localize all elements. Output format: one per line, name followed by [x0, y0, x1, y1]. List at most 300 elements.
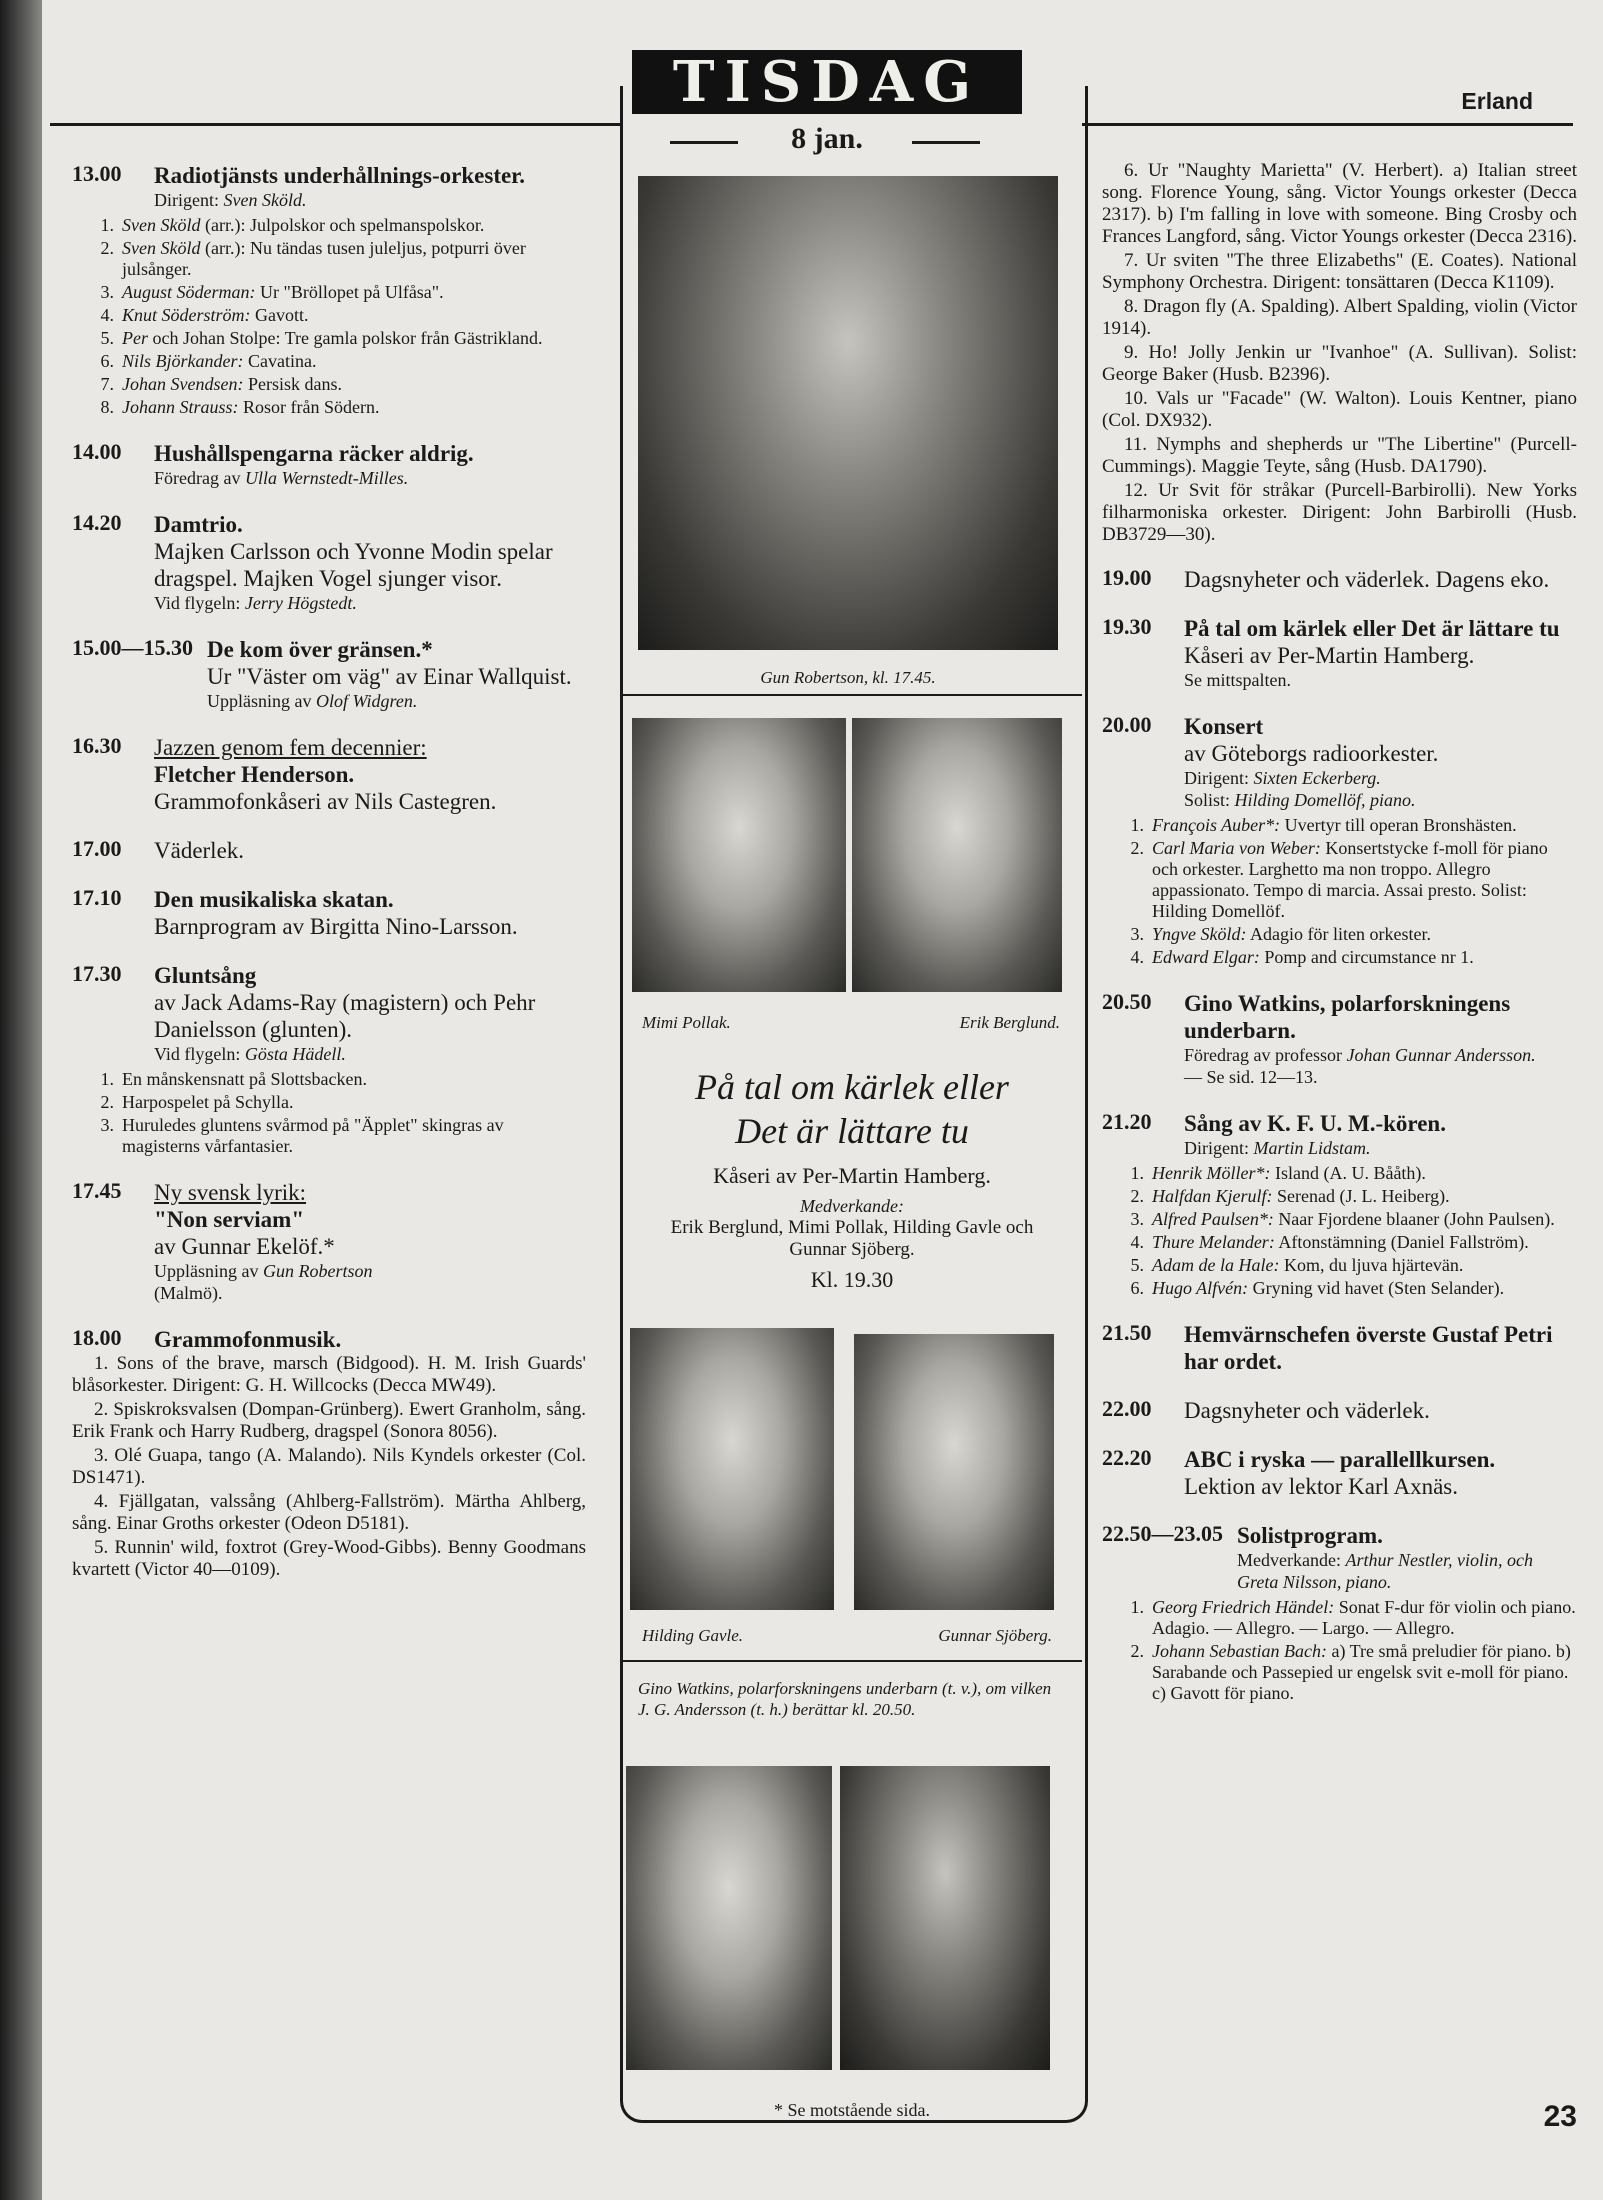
entry-title: Solistprogram. [1237, 1523, 1383, 1548]
item-work: Pomp and circumstance nr 1. [1259, 947, 1474, 967]
record-listing: 4. Fjällgatan, valssång (Ahlberg-Fallström). Märtha Ahlberg, sång. Einar Groths orkester (Odeon D5181). [72, 1491, 586, 1534]
program-item [1102, 1186, 1577, 1207]
entry-row [1102, 713, 1577, 811]
item-work: a) Tre små preludier för piano. b) Sarabande och Passepied ur engelsk svit e-moll för piano. c) Gavott för piano. [1152, 1641, 1571, 1703]
item-composer: Carl Maria von Weber: [1152, 838, 1321, 858]
entry-subtitle: Ur "Väster om väg" av Einar Wallquist. [207, 664, 572, 689]
record-listing: 6. Ur "Naughty Marietta" (V. Herbert). a) Italian street song. Florence Young, sång. Victor Youngs orkester (Decca 2317). b) I'm falling in love with someone. Bing Crosby och Frances Langford, sång. Victor Youngs orkester (Decca 2316). [1102, 160, 1577, 247]
page-number: 23 [1543, 2100, 1577, 2133]
item-text [122, 282, 444, 303]
credit-label: Dirigent: [1184, 1138, 1254, 1158]
entry-title: Sång av K. F. U. M.-kören. [1184, 1111, 1446, 1136]
program-item [72, 328, 586, 349]
item-composer: Hugo Alfvén: [1152, 1278, 1249, 1298]
caption-hilding-gavle: Hilding Gavle. [642, 1626, 744, 1645]
program-item [1102, 1255, 1577, 1276]
item-composer: Henrik Möller*: [1152, 1163, 1271, 1183]
caption-gun-robertson: Gun Robertson, kl. 17.45. [760, 668, 936, 687]
entry-credit [1184, 1044, 1577, 1066]
author-tag: Erland [1461, 88, 1533, 114]
item-number: 3. [1130, 1209, 1144, 1229]
entry-credit [1184, 1066, 1577, 1088]
promo-time: Kl. 19.30 [810, 1267, 894, 1292]
entry-time: 17.45 [72, 1178, 122, 1203]
entry-title: Radiotjänsts underhållnings-orkester. [154, 163, 526, 188]
credit-label: (Malmö). [154, 1283, 223, 1303]
entry-title: Grammofonmusik. [154, 1327, 342, 1352]
entry-credit [154, 1043, 586, 1065]
record-listing: 12. Ur Svit för stråkar (Purcell-Barbirolli). New Yorks filharmoniska orkester. Dirigent: John Barbirolli (Husb. DB3729—30). [1102, 480, 1577, 545]
entry-title: Gluntsång [154, 963, 257, 988]
center-divider-2 [623, 1660, 1082, 1662]
item-text [1152, 1641, 1577, 1704]
schedule-entry [72, 440, 586, 489]
item-composer: Yngve Sköld: [1152, 924, 1247, 944]
item-text [122, 328, 542, 349]
item-composer: François Auber*: [1152, 815, 1281, 835]
item-composer: Georg Friedrich Händel: [1152, 1597, 1335, 1617]
item-text [122, 1069, 367, 1090]
item-text [122, 1115, 586, 1157]
item-text [1152, 924, 1431, 945]
schedule-entry [72, 511, 586, 614]
item-work: Kom, du ljuva hjärtevän. [1279, 1255, 1464, 1275]
credit-label: Medverkande: [1237, 1550, 1346, 1570]
item-text [122, 374, 342, 395]
entry-subtitle: Dagsnyheter och väderlek. [1184, 1398, 1430, 1423]
footnote: * Se motstående sida. [774, 2100, 930, 2120]
program-item [1102, 1641, 1577, 1704]
spacer [1102, 548, 1577, 566]
item-text [1152, 947, 1474, 968]
schedule-entry [72, 734, 586, 815]
credit-label: Föredrag av professor [1184, 1045, 1347, 1065]
program-item [1102, 1278, 1577, 1299]
item-number: 4. [1130, 1232, 1144, 1252]
program-items [1102, 815, 1577, 968]
item-number: 5. [1130, 1255, 1144, 1275]
program-item [72, 397, 586, 418]
photo-erik-berglund [852, 718, 1062, 992]
entry-time: 16.30 [72, 733, 122, 758]
promo-names: Erik Berglund, Mimi Pollak, Hilding Gavle och Gunnar Sjöberg. [670, 1217, 1034, 1260]
item-number: 1. [1130, 1163, 1144, 1183]
item-number: 2. [100, 238, 114, 258]
entry-title: Den musikaliska skatan. [154, 887, 394, 912]
record-listing: 9. Ho! Jolly Jenkin ur "Ivanhoe" (A. Sullivan). Solist: George Baker (Husb. B2396). [1102, 342, 1577, 385]
magazine-binding [0, 0, 42, 2200]
entry-body [154, 440, 586, 489]
item-work: Rosor från Södern. [238, 397, 380, 417]
entry-row [72, 1326, 586, 1353]
credit-label: Se mittspalten. [1184, 670, 1291, 690]
credit-label: Dirigent: [154, 190, 224, 210]
item-text [122, 215, 484, 236]
entry-time: 21.50 [1102, 1320, 1152, 1345]
item-work: Persisk dans. [243, 374, 342, 394]
schedule-entry [72, 636, 586, 712]
program-items [72, 1069, 586, 1157]
item-number: 1. [100, 1069, 114, 1089]
item-number: 1. [1130, 1597, 1144, 1617]
entry-time: 22.50—23.05 [1102, 1521, 1223, 1546]
item-composer: Sven Sköld [122, 215, 201, 235]
entry-row [1102, 1110, 1577, 1159]
item-composer: Knut Söderström: [122, 305, 251, 325]
entry-credit [207, 690, 586, 712]
entry-time: 14.00 [72, 439, 122, 464]
entry-time: 19.00 [1102, 565, 1152, 590]
photo-gino-watkins [626, 1766, 832, 2070]
item-number: 2. [100, 1092, 114, 1112]
entry-subtitle: av Gunnar Ekelöf.* [154, 1234, 335, 1259]
entry-time: 20.00 [1102, 712, 1152, 737]
schedule-entry [72, 837, 586, 864]
item-number: 1. [100, 215, 114, 235]
item-composer: Adam de la Hale: [1152, 1255, 1280, 1275]
entry-row [1102, 615, 1577, 691]
program-item [72, 215, 586, 236]
program-item [72, 238, 586, 280]
item-work: Sonat F-dur för violin och piano. Adagio. — Allegro. — Largo. — Allegro. [1152, 1597, 1576, 1638]
program-item [1102, 947, 1577, 968]
entry-row [1102, 1446, 1577, 1500]
item-work: Serenad (J. L. Heiberg). [1272, 1186, 1450, 1206]
schedule-entry [72, 162, 586, 418]
schedule-entry [1102, 566, 1577, 593]
item-number: 7. [100, 374, 114, 394]
photo-mimi-pollak [632, 718, 846, 992]
schedule-entry [1102, 713, 1577, 968]
item-work: Naar Fjordene blaaner (John Paulsen). [1273, 1209, 1555, 1229]
entry-subtitle: Lektion av lektor Karl Axnäs. [1184, 1474, 1459, 1499]
entry-body [1184, 566, 1577, 593]
entry-row [72, 734, 586, 815]
credit-name: Sven Sköld. [223, 190, 307, 210]
entry-time: 14.20 [72, 510, 122, 535]
program-item [1102, 1209, 1577, 1230]
entry-title: De kom över gränsen.* [207, 637, 433, 662]
entry-body [1184, 990, 1577, 1088]
promo-block [636, 1065, 1068, 1295]
item-work: Uvertyr till operan Bronshästen. [1280, 815, 1517, 835]
item-text [1152, 838, 1577, 922]
entry-title: Fletcher Henderson. [154, 762, 355, 787]
program-item [1102, 838, 1577, 922]
entry-title: Hushållspengarna räcker aldrig. [154, 441, 474, 466]
schedule-entry [1102, 1397, 1577, 1424]
entry-subtitle: av Göteborgs radioorkester. [1184, 741, 1439, 766]
entry-title: Konsert [1184, 714, 1264, 739]
item-number: 2. [1130, 1186, 1144, 1206]
program-item [72, 351, 586, 372]
program-item [72, 374, 586, 395]
item-number: 6. [100, 351, 114, 371]
record-listing: 7. Ur sviten "The three Elizabeths" (E. Coates). National Symphony Orchestra. Dirigent: tonsättaren (Decca K1109). [1102, 250, 1577, 293]
credit-label: Uppläsning av [154, 1261, 263, 1281]
entry-row [72, 162, 586, 211]
entry-body [1237, 1522, 1577, 1593]
program-item [72, 1115, 586, 1157]
entry-body [1184, 1110, 1577, 1159]
item-number: 3. [1130, 924, 1144, 944]
item-work: Huruledes gluntens svårmod på "Äpplet" skingras av magisterns vårfantasier. [122, 1115, 504, 1156]
credit-label: Dirigent: [1184, 768, 1254, 788]
item-work: Gavott. [250, 305, 309, 325]
entry-subtitle: Kåseri av Per-Martin Hamberg. [1184, 643, 1475, 668]
promo-title-2: Det är lättare tu [735, 1111, 969, 1151]
right-schedule-column [1102, 160, 1577, 1726]
entry-title: ABC i ryska — parallellkursen. [1184, 1447, 1496, 1472]
entry-row [72, 837, 586, 864]
left-schedule-column [72, 162, 586, 1603]
entry-time: 17.30 [72, 961, 122, 986]
entry-row [72, 511, 586, 614]
caption-mimi-pollak: Mimi Pollak. [642, 1013, 731, 1032]
entry-row [1102, 990, 1577, 1088]
item-number: 2. [1130, 838, 1144, 858]
entry-body [154, 1179, 586, 1304]
day-title: TISDAG [632, 50, 1022, 114]
photo-jg-andersson [840, 1766, 1050, 2070]
record-listing: 11. Nymphs and shepherds ur "The Libertine" (Purcell-Cummings). Maggie Teyte, sång (Husb. DA1790). [1102, 434, 1577, 477]
entry-subtitle: Majken Carlsson och Yvonne Modin spelar dragspel. Majken Vogel sjunger visor. [154, 539, 553, 591]
item-text [1152, 1163, 1426, 1184]
entry-row [1102, 1397, 1577, 1424]
item-work: Aftonstämning (Daniel Fallström). [1274, 1232, 1529, 1252]
entry-row [72, 1179, 586, 1304]
entry-body [1184, 1397, 1577, 1424]
item-work: Cavatina. [243, 351, 317, 371]
credit-name: Olof Widgren. [315, 691, 418, 711]
entry-subtitle: Väderlek. [154, 838, 245, 863]
entry-time: 13.00 [72, 161, 122, 186]
credit-name: Arthur Nestler, violin, och Greta Nilsson, piano. [1237, 1550, 1533, 1592]
entry-credit [154, 1260, 586, 1282]
item-number: 4. [100, 305, 114, 325]
entry-title: Gino Watkins, polarforskningens underbarn. [1184, 991, 1511, 1043]
entry-credit [1184, 1137, 1577, 1159]
item-number: 3. [100, 282, 114, 302]
record-listing: 1. Sons of the brave, marsch (Bidgood). H. M. Irish Guards' blåsorkester. Dirigent: G. H. Willcocks (Decca MW49). [72, 1353, 586, 1396]
entry-body [1184, 1321, 1577, 1375]
credit-label: — Se sid. 12—13. [1184, 1067, 1318, 1087]
entry-credit [154, 467, 586, 489]
entry-time: 21.20 [1102, 1109, 1152, 1134]
entry-body [1184, 713, 1577, 811]
promo-title-1: På tal om kärlek eller [695, 1067, 1009, 1107]
item-text [1152, 815, 1517, 836]
header-rule-left [50, 123, 620, 126]
caption-gunnar-sjoberg: Gunnar Sjöberg. [938, 1626, 1052, 1645]
item-work: En månskensnatt på Slottsbacken. [122, 1069, 367, 1089]
record-listing: 10. Vals ur "Facade" (W. Walton). Louis Kentner, piano (Col. DX932). [1102, 388, 1577, 431]
credit-name: Ulla Wernstedt-Milles. [244, 468, 409, 488]
photo-gunnar-sjoberg [854, 1334, 1054, 1610]
entry-credit [1184, 669, 1577, 691]
promo-with: Medverkande: [800, 1196, 904, 1216]
schedule-entry [1102, 615, 1577, 691]
entry-credit [154, 1282, 586, 1304]
entry-title: Damtrio. [154, 512, 243, 537]
schedule-entry [1102, 1321, 1577, 1375]
record-listing: 3. Olé Guapa, tango (A. Malando). Nils Kyndels orkester (Col. DS1471). [72, 1445, 586, 1488]
program-item [1102, 1597, 1577, 1639]
item-work: Gryning vid havet (Sten Selander). [1248, 1278, 1505, 1298]
schedule-entry [72, 886, 586, 940]
item-text [1152, 1232, 1529, 1253]
magazine-page [42, 0, 1603, 2200]
entry-body [154, 511, 586, 614]
entry-body [154, 837, 586, 864]
schedule-entry [1102, 1446, 1577, 1500]
entry-body [154, 734, 586, 815]
entry-body [1184, 1446, 1577, 1500]
program-item [1102, 924, 1577, 945]
entry-time: 22.00 [1102, 1396, 1152, 1421]
item-text [122, 397, 379, 418]
entry-time: 19.30 [1102, 614, 1152, 639]
credit-name: Johan Gunnar Andersson. [1346, 1045, 1536, 1065]
entry-title: På tal om kärlek eller Det är lättare tu [1184, 616, 1560, 641]
schedule-entry [72, 1326, 586, 1581]
item-work: (arr.): Julpolskor och spelmanspolskor. [200, 215, 485, 235]
program-item [1102, 815, 1577, 836]
item-text [1152, 1209, 1555, 1230]
item-text [1152, 1278, 1504, 1299]
entry-row [1102, 1321, 1577, 1375]
entry-row [72, 636, 586, 712]
entry-title: Hemvärnschefen överste Gustaf Petri har ordet. [1184, 1322, 1553, 1374]
entry-row [1102, 1522, 1577, 1593]
entry-row [72, 886, 586, 940]
entry-time: 18.00 [72, 1325, 122, 1350]
credit-name: Gösta Hädell. [244, 1044, 346, 1064]
item-composer: Johan Svendsen: [122, 374, 244, 394]
program-items [1102, 1597, 1577, 1704]
item-text [1152, 1186, 1450, 1207]
entry-series-title: Ny svensk lyrik: [154, 1180, 307, 1205]
entry-credit [1184, 789, 1577, 811]
entry-credit [1237, 1549, 1577, 1593]
date-label: 8 jan. [791, 122, 863, 155]
schedule-entry [1102, 1522, 1577, 1704]
item-composer: Halfdan Kjerulf: [1152, 1186, 1273, 1206]
entry-title: "Non serviam" [154, 1207, 305, 1232]
item-composer: Johann Strauss: [122, 397, 239, 417]
entry-time: 22.20 [1102, 1445, 1152, 1470]
credit-label: Uppläsning av [207, 691, 316, 711]
credit-name: Martin Lidstam. [1253, 1138, 1371, 1158]
credit-name: Jerry Högstedt. [244, 593, 357, 613]
entry-credit [154, 189, 586, 211]
entry-credit [154, 592, 586, 614]
entry-subtitle: Dagsnyheter och väderlek. Dagens eko. [1184, 567, 1550, 592]
schedule-entry [72, 962, 586, 1157]
item-number: 3. [100, 1115, 114, 1135]
program-item [1102, 1232, 1577, 1253]
credit-label: Solist: [1184, 790, 1235, 810]
credit-label: Vid flygeln: [154, 1044, 245, 1064]
program-item [72, 282, 586, 303]
caption-gino-watkins: Gino Watkins, polarforskningens underbarn (t. v.), om vilken J. G. Andersson (t. h.) berättar kl. 20.50. [638, 1679, 1052, 1719]
record-listing: 8. Dragon fly (A. Spalding). Albert Spalding, violin (Victor 1914). [1102, 296, 1577, 339]
item-work: (arr.): Nu tändas tusen juleljus, potpurri över julsånger. [122, 238, 526, 279]
item-number: 4. [1130, 947, 1144, 967]
item-number: 2. [1130, 1641, 1144, 1661]
promo-sub: Kåseri av Per-Martin Hamberg. [713, 1163, 991, 1188]
item-work: Harpospelet på Schylla. [122, 1092, 294, 1112]
item-number: 1. [1130, 815, 1144, 835]
program-item [72, 305, 586, 326]
entry-time: 20.50 [1102, 989, 1152, 1014]
entry-body [154, 886, 586, 940]
credit-label: Vid flygeln: [154, 593, 245, 613]
item-text [122, 305, 309, 326]
item-work: Island (A. U. Bååth). [1270, 1163, 1426, 1183]
credit-label: Föredrag av [154, 468, 245, 488]
item-text [1152, 1255, 1463, 1276]
schedule-entry [72, 1179, 586, 1304]
caption-erik-berglund: Erik Berglund. [959, 1013, 1060, 1032]
photo-gun-robertson [638, 176, 1058, 650]
record-listing: 5. Runnin' wild, foxtrot (Grey-Wood-Gibbs). Benny Goodmans kvartett (Victor 40—0109). [72, 1537, 586, 1580]
center-divider-1 [623, 694, 1082, 696]
entry-body [154, 1326, 586, 1353]
item-composer: Alfred Paulsen*: [1152, 1209, 1274, 1229]
item-composer: August Söderman: [122, 282, 256, 302]
record-listing: 2. Spiskroksvalsen (Dompan-Grünberg). Ewert Granholm, sång. Erik Frank och Harry Rudberg, dragspel (Sonora 8056). [72, 1399, 586, 1442]
schedule-entry [1102, 990, 1577, 1088]
item-text [122, 238, 586, 280]
item-composer: Thure Melander: [1152, 1232, 1275, 1252]
credit-name: Hilding Domellöf, piano. [1234, 790, 1416, 810]
item-composer: Johann Sebastian Bach: [1152, 1641, 1327, 1661]
program-items [72, 215, 586, 418]
entry-time: 17.00 [72, 836, 122, 861]
item-work: Konsertstycke f-moll för piano och orkester. Larghetto ma non troppo. Allegro appassionato. Tempo di marcia. Assai presto. Solist: Hilding Domellöf. [1152, 838, 1548, 921]
entry-row [72, 962, 586, 1065]
program-item [72, 1069, 586, 1090]
item-number: 8. [100, 397, 114, 417]
header-rule-right [1082, 123, 1573, 126]
item-composer: Per [122, 328, 148, 348]
entry-body [154, 962, 586, 1065]
entry-subtitle: av Jack Adams-Ray (magistern) och Pehr Danielsson (glunten). [154, 990, 536, 1042]
entry-row [72, 440, 586, 489]
item-composer: Nils Björkander: [122, 351, 244, 371]
entry-body [1184, 615, 1577, 691]
program-item [72, 1092, 586, 1113]
credit-name: Gun Robertson [262, 1261, 373, 1281]
entry-subtitle: Grammofonkåseri av Nils Castegren. [154, 789, 497, 814]
credit-name: Sixten Eckerberg. [1253, 768, 1381, 788]
entry-body [207, 636, 586, 712]
item-work: och Johan Stolpe: Tre gamla polskor från Gästrikland. [148, 328, 543, 348]
item-text [122, 351, 316, 372]
entry-credit [1184, 767, 1577, 789]
item-text [1152, 1597, 1577, 1639]
entry-time: 17.10 [72, 885, 122, 910]
item-composer: Edward Elgar: [1152, 947, 1260, 967]
entry-body [154, 162, 586, 211]
item-work: Adagio för liten orkester. [1246, 924, 1431, 944]
item-text [122, 1092, 293, 1113]
program-item [1102, 1163, 1577, 1184]
program-items [1102, 1163, 1577, 1299]
entry-time: 15.00—15.30 [72, 635, 193, 660]
item-work: Ur "Bröllopet på Ulfåsa". [255, 282, 444, 302]
